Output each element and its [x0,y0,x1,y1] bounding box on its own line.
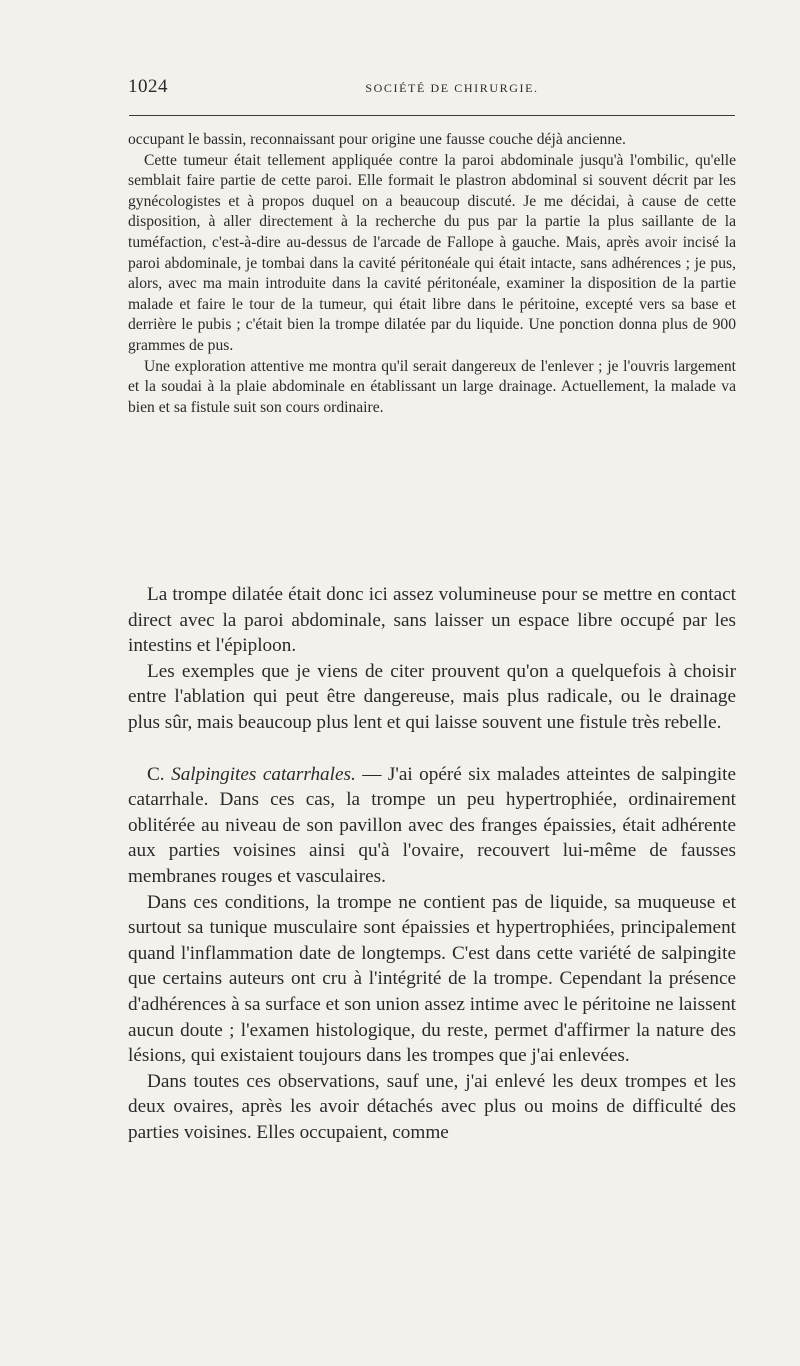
page-header [128,76,736,102]
section-spacer [128,736,736,762]
section-c-label: C. [147,763,165,785]
observation-paragraph: Cette tumeur était tellement appliquée contre la paroi abdominale jusqu'à l'ombilic, qu'elle semblait faire partie de cette paroi. Elle formait le plastron abdominal si souvent décrit par les gynécologistes et à propos duquel on a beaucoup discuté. Je me décidai, à cause de cette disposition, à aller directement à la recherche du pus par la partie la plus saillante de la tuméfaction, c'est-à-dire au-dessus de l'arcade de Fallope à gauche. Mais, après avoir incisé la paroi abdominale, je tombai dans la cavité péritonéale qui était intacte, sans adhérences ; je pus, alors, avec ma main introduite dans la cavité péritonéale, examiner la disposition de la partie malade et faire le tour de la tumeur, qui était libre dans le péritoine, excepté vers sa base et derrière le pubis ; c'était bien la trompe dilatée par du liquide. Une ponction donna plus de 900 grammes de pus. [128,151,736,354]
body-paragraph: Dans toutes ces observations, sauf une, j'ai enlevé les deux trompes et les deux ovaires, après les avoir détachés avec plus ou moins de difficulté des parties voisines. Elles occupaient, comme [128,1070,736,1143]
main-text-block [128,582,736,1145]
body-paragraph: Les exemples que je viens de citer prouvent qu'on a quelquefois à choisir entre l'ablation qui peut être dangereuse, mais plus radicale, ou le drainage plus sûr, mais beaucoup plus lent et qui laisse souvent une fistule très rebelle. [128,660,736,733]
body-paragraph: Dans ces conditions, la trompe ne contient pas de liquide, sa muqueuse et surtout sa tunique musculaire sont épaissies et hypertrophiées, principalement quand l'inflammation date de longtemps. C'est dans cette variété de salpingite que certains auteurs ont cru à l'intégrité de la trompe. Cependant la présence d'adhérences à sa surface et son union assez intime avec le péritoine ne laissent aucun doute ; l'examen histologique, du reste, permet d'affirmer la nature des lésions, qui existaient toujours dans les trompes que j'ai enlevées. [128,891,736,1067]
header-rule [129,115,735,116]
section-c-paragraph [128,762,736,890]
running-head: SOCIÉTÉ DE CHIRURGIE. [365,81,539,95]
observation-paragraph: Une exploration attentive me montra qu'il serait dangereux de l'enlever ; je l'ouvris largement et la soudai à la plaie abdominale en établissant un large drainage. Actuellement, la malade va bien et sa fistule suit son cours ordinaire. [128,357,736,416]
observation-block [128,130,736,418]
body-paragraph: La trompe dilatée était donc ici assez volumineuse pour se mettre en contact direct avec la paroi abdominale, sans laisser un espace libre occupé par les intestins et l'épiploon. [128,584,736,657]
section-c-text: — J'ai opéré six malades atteintes de salpingite catarrhale. Dans ces cas, la trompe un peu hypertrophiée, ordinairement oblitérée au niveau de son pavillon avec des franges épaissies, était adhérente aux parties voisines ainsi qu'à l'ovaire, recouvert lui-même de fausses membranes rouges et vasculaires. [128,763,737,887]
observation-paragraph: occupant le bassin, reconnaissant pour origine une fausse couche déjà ancienne. [128,131,626,148]
page-number: 1024 [128,76,168,97]
section-c-title: Salpingites catarrhales. [171,763,356,785]
